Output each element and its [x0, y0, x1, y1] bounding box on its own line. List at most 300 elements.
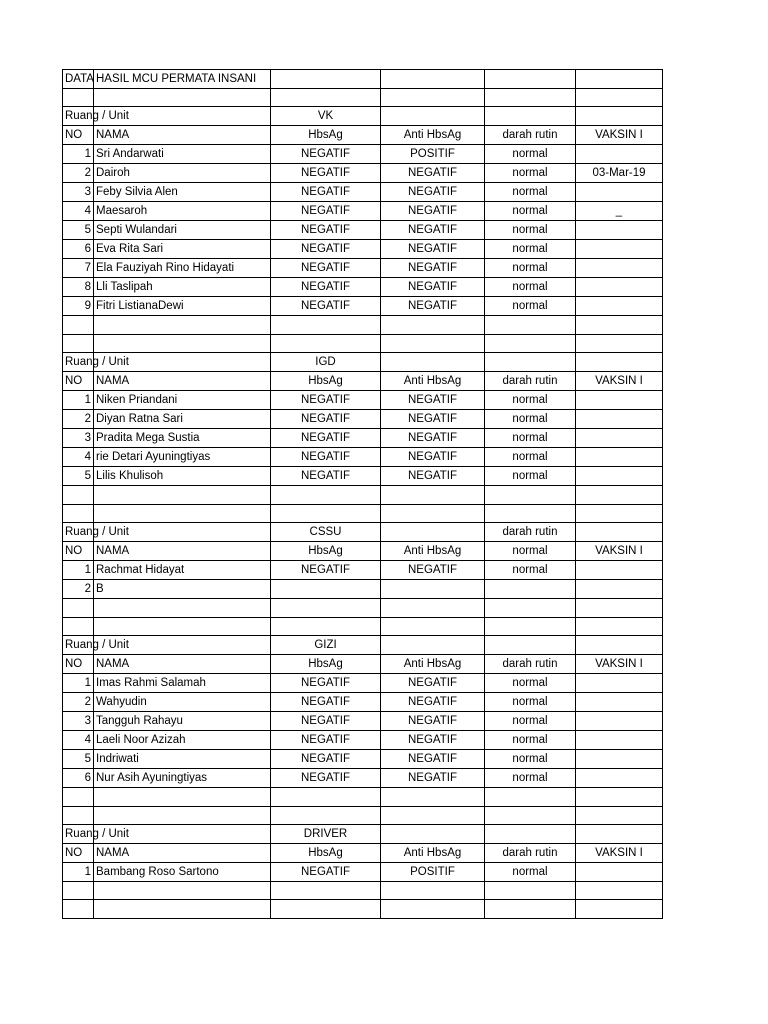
cell-anti-hbsag[interactable]: NEGATIF [381, 750, 485, 769]
table-row [63, 429, 663, 448]
cell-darah-rutin[interactable] [485, 881, 576, 899]
cell-darah-rutin[interactable] [485, 316, 576, 334]
cell-anti-hbsag[interactable] [381, 523, 485, 542]
cell-anti-hbsag[interactable]: NEGATIF [381, 674, 485, 693]
cell-hbsag[interactable]: NEGATIF [271, 183, 381, 202]
cell-hbsag[interactable] [271, 881, 381, 899]
cell-anti-hbsag[interactable]: NEGATIF [381, 448, 485, 467]
cell-no[interactable] [63, 599, 94, 617]
table-row [63, 693, 663, 712]
cell-vaksin[interactable] [576, 824, 663, 843]
cell-hbsag[interactable]: NEGATIF [271, 561, 381, 580]
cell-nama[interactable] [94, 486, 271, 504]
cell-no[interactable]: NO [63, 542, 94, 561]
cell-hbsag[interactable]: NEGATIF [271, 164, 381, 183]
cell-hbsag[interactable]: NEGATIF [271, 467, 381, 486]
cell-no[interactable]: 1 [63, 862, 94, 881]
cell-no[interactable]: 5 [63, 750, 94, 769]
cell-no[interactable] [63, 504, 94, 522]
cell-vaksin[interactable] [576, 334, 663, 352]
cell-nama[interactable]: NAMA [94, 372, 271, 391]
cell-anti-hbsag[interactable]: NEGATIF [381, 712, 485, 731]
cell-vaksin[interactable] [576, 391, 663, 410]
cell-vaksin[interactable] [576, 693, 663, 712]
cell-no[interactable]: NO [63, 843, 94, 862]
cell-hbsag[interactable]: NEGATIF [271, 278, 381, 297]
cell-darah-rutin[interactable]: normal [485, 693, 576, 712]
table-row [63, 145, 663, 164]
cell-hbsag[interactable]: HbsAg [271, 655, 381, 674]
cell-hbsag[interactable]: NEGATIF [271, 693, 381, 712]
cell-no[interactable]: 7 [63, 259, 94, 278]
cell-anti-hbsag[interactable] [381, 334, 485, 352]
cell-anti-hbsag[interactable] [381, 881, 485, 899]
cell-anti-hbsag[interactable]: NEGATIF [381, 259, 485, 278]
cell-no[interactable]: 1 [63, 391, 94, 410]
cell-darah-rutin[interactable] [485, 334, 576, 352]
cell-no[interactable]: 6 [63, 769, 94, 788]
cell-no[interactable]: 2 [63, 164, 94, 183]
cell-no[interactable]: NO [63, 372, 94, 391]
cell-darah-rutin[interactable]: darah rutin [485, 126, 576, 145]
cell-nama[interactable] [94, 504, 271, 522]
cell-nama[interactable]: B [94, 580, 271, 599]
cell-darah-rutin[interactable]: darah rutin [485, 523, 576, 542]
cell-darah-rutin[interactable]: normal [485, 259, 576, 278]
cell-darah-rutin[interactable]: normal [485, 448, 576, 467]
cell-darah-rutin[interactable] [485, 636, 576, 655]
cell-vaksin[interactable] [576, 486, 663, 504]
cell-darah-rutin[interactable]: normal [485, 712, 576, 731]
cell-vaksin[interactable] [576, 731, 663, 750]
table-row [63, 353, 663, 372]
cell-nama[interactable]: Nur Asih Ayuningtiyas [94, 769, 271, 788]
cell-no[interactable]: 8 [63, 278, 94, 297]
cell-nama[interactable] [94, 334, 271, 352]
cell-no[interactable]: 1 [63, 561, 94, 580]
cell-nama[interactable] [94, 316, 271, 334]
cell-anti-hbsag[interactable]: POSITIF [381, 862, 485, 881]
cell-vaksin[interactable] [576, 523, 663, 542]
cell-nama[interactable]: Lilis Khulisoh [94, 467, 271, 486]
table-row [63, 655, 663, 674]
cell-nama[interactable]: NAMA [94, 843, 271, 862]
cell-nama[interactable] [94, 881, 271, 899]
cell-nama[interactable]: Imas Rahmi Salamah [94, 674, 271, 693]
cell-hbsag[interactable] [271, 806, 381, 824]
cell-hbsag[interactable]: NEGATIF [271, 202, 381, 221]
cell-vaksin[interactable] [576, 448, 663, 467]
cell-anti-hbsag[interactable]: NEGATIF [381, 467, 485, 486]
cell-darah-rutin[interactable]: normal [485, 410, 576, 429]
cell-hbsag[interactable] [271, 70, 381, 89]
cell-no[interactable]: 2 [63, 410, 94, 429]
cell-hbsag[interactable]: HbsAg [271, 843, 381, 862]
cell-darah-rutin[interactable]: normal [485, 674, 576, 693]
table-row [63, 900, 663, 918]
cell-no[interactable]: 2 [63, 580, 94, 599]
cell-nama[interactable]: Niken Priandani [94, 391, 271, 410]
cell-hbsag[interactable]: NEGATIF [271, 429, 381, 448]
cell-no[interactable]: 4 [63, 448, 94, 467]
cell-anti-hbsag[interactable] [381, 107, 485, 126]
cell-vaksin[interactable] [576, 183, 663, 202]
cell-no[interactable] [63, 881, 94, 899]
cell-nama[interactable]: Dairoh [94, 164, 271, 183]
cell-nama[interactable] [94, 900, 271, 918]
cell-nama[interactable] [94, 788, 271, 806]
cell-anti-hbsag[interactable]: POSITIF [381, 145, 485, 164]
cell-nama[interactable]: HASIL MCU PERMATA INSANI [94, 70, 271, 89]
cell-vaksin[interactable] [576, 221, 663, 240]
cell-vaksin[interactable]: VAKSIN I [576, 843, 663, 862]
cell-no[interactable]: 1 [63, 674, 94, 693]
cell-hbsag[interactable] [271, 89, 381, 107]
cell-no[interactable]: 2 [63, 693, 94, 712]
cell-vaksin[interactable] [576, 881, 663, 899]
cell-darah-rutin[interactable]: normal [485, 164, 576, 183]
cell-no[interactable]: NO [63, 126, 94, 145]
cell-hbsag[interactable]: NEGATIF [271, 674, 381, 693]
cell-nama[interactable]: Rachmat Hidayat [94, 561, 271, 580]
table-row [63, 278, 663, 297]
cell-hbsag[interactable] [271, 334, 381, 352]
cell-vaksin[interactable]: VAKSIN I [576, 655, 663, 674]
table-body [63, 70, 663, 919]
cell-nama[interactable]: rie Detari Ayuningtiyas [94, 448, 271, 467]
cell-darah-rutin[interactable]: normal [485, 862, 576, 881]
cell-hbsag[interactable] [271, 316, 381, 334]
cell-nama[interactable]: Laeli Noor Azizah [94, 731, 271, 750]
cell-nama[interactable]: Lli Taslipah [94, 278, 271, 297]
cell-anti-hbsag[interactable]: Anti HbsAg [381, 542, 485, 561]
cell-vaksin[interactable] [576, 580, 663, 599]
cell-hbsag[interactable]: CSSU [271, 523, 381, 542]
cell-vaksin[interactable] [576, 89, 663, 107]
cell-no[interactable]: 3 [63, 183, 94, 202]
cell-no[interactable] [63, 788, 94, 806]
cell-darah-rutin[interactable]: normal [485, 731, 576, 750]
cell-no[interactable]: Ruang / Unit [63, 107, 94, 126]
table-row [63, 542, 663, 561]
cell-no[interactable]: 5 [63, 467, 94, 486]
cell-hbsag[interactable] [271, 617, 381, 635]
cell-hbsag[interactable]: HbsAg [271, 372, 381, 391]
table-row [63, 712, 663, 731]
cell-anti-hbsag[interactable] [381, 806, 485, 824]
cell-nama[interactable] [94, 89, 271, 107]
table-row [63, 448, 663, 467]
cell-nama[interactable]: NAMA [94, 126, 271, 145]
cell-anti-hbsag[interactable]: NEGATIF [381, 561, 485, 580]
cell-anti-hbsag[interactable]: Anti HbsAg [381, 843, 485, 862]
cell-darah-rutin[interactable] [485, 806, 576, 824]
cell-nama[interactable]: Maesaroh [94, 202, 271, 221]
cell-anti-hbsag[interactable]: NEGATIF [381, 278, 485, 297]
cell-anti-hbsag[interactable] [381, 504, 485, 522]
cell-nama[interactable]: Diyan Ratna Sari [94, 410, 271, 429]
table-row [63, 107, 663, 126]
cell-nama[interactable]: Sri Andarwati [94, 145, 271, 164]
cell-anti-hbsag[interactable]: Anti HbsAg [381, 655, 485, 674]
cell-darah-rutin[interactable]: normal [485, 561, 576, 580]
cell-no[interactable]: 4 [63, 202, 94, 221]
table-row [63, 316, 663, 334]
cell-nama[interactable]: Wahyudin [94, 693, 271, 712]
cell-no[interactable]: Ruang / Unit [63, 353, 94, 372]
cell-vaksin[interactable] [576, 617, 663, 635]
cell-nama[interactable] [94, 806, 271, 824]
table-row [63, 183, 663, 202]
table-row [63, 467, 663, 486]
cell-hbsag[interactable] [271, 788, 381, 806]
cell-anti-hbsag[interactable] [381, 70, 485, 89]
cell-anti-hbsag[interactable] [381, 316, 485, 334]
cell-hbsag[interactable]: NEGATIF [271, 391, 381, 410]
cell-hbsag[interactable] [271, 580, 381, 599]
cell-vaksin[interactable] [576, 429, 663, 448]
table-row [63, 504, 663, 522]
cell-no[interactable]: 6 [63, 240, 94, 259]
cell-vaksin[interactable]: 03-Mar-19 [576, 164, 663, 183]
cell-hbsag[interactable] [271, 504, 381, 522]
cell-vaksin[interactable] [576, 599, 663, 617]
cell-no[interactable]: Ruang / Unit [63, 824, 94, 843]
cell-vaksin[interactable] [576, 278, 663, 297]
cell-darah-rutin[interactable]: normal [485, 750, 576, 769]
cell-anti-hbsag[interactable]: Anti HbsAg [381, 126, 485, 145]
cell-anti-hbsag[interactable]: NEGATIF [381, 391, 485, 410]
spreadsheet [62, 69, 663, 919]
cell-darah-rutin[interactable]: normal [485, 467, 576, 486]
table-row [63, 523, 663, 542]
cell-nama[interactable]: Indriwati [94, 750, 271, 769]
cell-vaksin[interactable] [576, 297, 663, 316]
cell-vaksin[interactable]: VAKSIN I [576, 542, 663, 561]
cell-hbsag[interactable]: NEGATIF [271, 769, 381, 788]
cell-anti-hbsag[interactable]: NEGATIF [381, 410, 485, 429]
table-row [63, 391, 663, 410]
cell-vaksin[interactable] [576, 504, 663, 522]
cell-darah-rutin[interactable]: normal [485, 769, 576, 788]
cell-nama[interactable] [94, 599, 271, 617]
cell-anti-hbsag[interactable]: NEGATIF [381, 297, 485, 316]
cell-no[interactable] [63, 334, 94, 352]
cell-anti-hbsag[interactable] [381, 486, 485, 504]
cell-hbsag[interactable]: NEGATIF [271, 731, 381, 750]
cell-anti-hbsag[interactable]: NEGATIF [381, 731, 485, 750]
cell-no[interactable] [63, 486, 94, 504]
cell-no[interactable] [63, 617, 94, 635]
cell-vaksin[interactable] [576, 240, 663, 259]
cell-anti-hbsag[interactable]: NEGATIF [381, 429, 485, 448]
cell-anti-hbsag[interactable]: NEGATIF [381, 202, 485, 221]
cell-darah-rutin[interactable] [485, 617, 576, 635]
cell-vaksin[interactable] [576, 636, 663, 655]
table-row [63, 862, 663, 881]
cell-nama[interactable]: Pradita Mega Sustia [94, 429, 271, 448]
cell-anti-hbsag[interactable] [381, 580, 485, 599]
cell-nama[interactable]: NAMA [94, 655, 271, 674]
cell-vaksin[interactable]: VAKSIN I [576, 126, 663, 145]
cell-vaksin[interactable] [576, 145, 663, 164]
cell-nama[interactable]: Septi Wulandari [94, 221, 271, 240]
table-row [63, 164, 663, 183]
cell-nama[interactable]: NAMA [94, 542, 271, 561]
cell-hbsag[interactable]: GIZI [271, 636, 381, 655]
table-row [63, 486, 663, 504]
cell-darah-rutin[interactable]: normal [485, 145, 576, 164]
cell-vaksin[interactable] [576, 674, 663, 693]
cell-anti-hbsag[interactable]: NEGATIF [381, 164, 485, 183]
cell-hbsag[interactable]: NEGATIF [271, 240, 381, 259]
cell-vaksin[interactable] [576, 712, 663, 731]
cell-vaksin[interactable] [576, 467, 663, 486]
cell-darah-rutin[interactable] [485, 580, 576, 599]
cell-darah-rutin[interactable]: normal [485, 240, 576, 259]
table-row [63, 750, 663, 769]
cell-vaksin[interactable] [576, 750, 663, 769]
cell-vaksin[interactable]: VAKSIN I [576, 372, 663, 391]
cell-anti-hbsag[interactable]: NEGATIF [381, 693, 485, 712]
cell-vaksin[interactable] [576, 900, 663, 918]
cell-nama[interactable]: Ela Fauziyah Rino Hidayati [94, 259, 271, 278]
cell-darah-rutin[interactable] [485, 788, 576, 806]
cell-anti-hbsag[interactable] [381, 353, 485, 372]
cell-no[interactable]: 3 [63, 712, 94, 731]
cell-hbsag[interactable]: NEGATIF [271, 448, 381, 467]
cell-anti-hbsag[interactable]: NEGATIF [381, 240, 485, 259]
cell-hbsag[interactable]: NEGATIF [271, 410, 381, 429]
table-row [63, 843, 663, 862]
cell-anti-hbsag[interactable] [381, 788, 485, 806]
cell-darah-rutin[interactable] [485, 900, 576, 918]
cell-darah-rutin[interactable] [485, 353, 576, 372]
cell-no[interactable] [63, 806, 94, 824]
table-row [63, 70, 663, 89]
cell-no[interactable]: DATA [63, 70, 94, 89]
cell-vaksin[interactable] [576, 70, 663, 89]
cell-no[interactable]: Ruang / Unit [63, 523, 94, 542]
table-row [63, 881, 663, 899]
cell-anti-hbsag[interactable] [381, 599, 485, 617]
cell-hbsag[interactable]: HbsAg [271, 126, 381, 145]
cell-hbsag[interactable]: NEGATIF [271, 259, 381, 278]
cell-hbsag[interactable]: IGD [271, 353, 381, 372]
cell-hbsag[interactable] [271, 900, 381, 918]
cell-darah-rutin[interactable] [485, 486, 576, 504]
cell-no[interactable] [63, 316, 94, 334]
cell-darah-rutin[interactable]: normal [485, 297, 576, 316]
table-row [63, 580, 663, 599]
cell-vaksin[interactable] [576, 353, 663, 372]
cell-darah-rutin[interactable]: normal [485, 202, 576, 221]
cell-darah-rutin[interactable]: normal [485, 391, 576, 410]
cell-hbsag[interactable]: NEGATIF [271, 712, 381, 731]
cell-nama[interactable]: Feby Silvia Alen [94, 183, 271, 202]
cell-vaksin[interactable] [576, 862, 663, 881]
cell-no[interactable]: 9 [63, 297, 94, 316]
cell-nama[interactable] [94, 617, 271, 635]
cell-no[interactable]: 4 [63, 731, 94, 750]
cell-anti-hbsag[interactable] [381, 824, 485, 843]
cell-no[interactable]: NO [63, 655, 94, 674]
cell-darah-rutin[interactable] [485, 89, 576, 107]
table-row [63, 769, 663, 788]
table-row [63, 126, 663, 145]
cell-vaksin[interactable] [576, 107, 663, 126]
cell-anti-hbsag[interactable] [381, 900, 485, 918]
cell-nama[interactable]: Tangguh Rahayu [94, 712, 271, 731]
cell-no[interactable] [63, 89, 94, 107]
cell-anti-hbsag[interactable]: NEGATIF [381, 221, 485, 240]
table-row [63, 636, 663, 655]
cell-hbsag[interactable]: NEGATIF [271, 221, 381, 240]
cell-vaksin[interactable] [576, 316, 663, 334]
cell-anti-hbsag[interactable] [381, 636, 485, 655]
cell-nama[interactable]: Fitri ListianaDewi [94, 297, 271, 316]
cell-nama[interactable]: Bambang Roso Sartono [94, 862, 271, 881]
cell-no[interactable]: Ruang / Unit [63, 636, 94, 655]
cell-darah-rutin[interactable] [485, 504, 576, 522]
table-row [63, 259, 663, 278]
cell-vaksin[interactable] [576, 410, 663, 429]
cell-no[interactable] [63, 900, 94, 918]
cell-darah-rutin[interactable] [485, 599, 576, 617]
cell-hbsag[interactable] [271, 599, 381, 617]
cell-darah-rutin[interactable] [485, 107, 576, 126]
table-row [63, 334, 663, 352]
cell-hbsag[interactable]: HbsAg [271, 542, 381, 561]
cell-darah-rutin[interactable]: normal [485, 221, 576, 240]
cell-darah-rutin[interactable] [485, 70, 576, 89]
cell-darah-rutin[interactable]: darah rutin [485, 843, 576, 862]
cell-vaksin[interactable] [576, 561, 663, 580]
cell-darah-rutin[interactable]: normal [485, 429, 576, 448]
cell-anti-hbsag[interactable] [381, 89, 485, 107]
cell-hbsag[interactable]: VK [271, 107, 381, 126]
cell-no[interactable]: 5 [63, 221, 94, 240]
cell-no[interactable]: 1 [63, 145, 94, 164]
cell-vaksin[interactable] [576, 769, 663, 788]
table-row [63, 202, 663, 221]
cell-anti-hbsag[interactable]: NEGATIF [381, 183, 485, 202]
cell-hbsag[interactable]: DRIVER [271, 824, 381, 843]
cell-anti-hbsag[interactable]: Anti HbsAg [381, 372, 485, 391]
cell-hbsag[interactable]: NEGATIF [271, 145, 381, 164]
cell-hbsag[interactable] [271, 486, 381, 504]
cell-vaksin[interactable] [576, 806, 663, 824]
cell-vaksin[interactable] [576, 259, 663, 278]
table-row [63, 221, 663, 240]
cell-no[interactable]: 3 [63, 429, 94, 448]
cell-darah-rutin[interactable]: normal [485, 278, 576, 297]
cell-darah-rutin[interactable]: darah rutin [485, 655, 576, 674]
cell-darah-rutin[interactable]: darah rutin [485, 372, 576, 391]
mcu-data-table [62, 69, 663, 919]
cell-darah-rutin[interactable]: normal [485, 542, 576, 561]
cell-vaksin[interactable]: _ [576, 202, 663, 221]
cell-darah-rutin[interactable] [485, 824, 576, 843]
cell-darah-rutin[interactable]: normal [485, 183, 576, 202]
cell-nama[interactable]: Eva Rita Sari [94, 240, 271, 259]
cell-hbsag[interactable]: NEGATIF [271, 862, 381, 881]
cell-hbsag[interactable]: NEGATIF [271, 297, 381, 316]
cell-anti-hbsag[interactable]: NEGATIF [381, 769, 485, 788]
cell-anti-hbsag[interactable] [381, 617, 485, 635]
cell-hbsag[interactable]: NEGATIF [271, 750, 381, 769]
cell-vaksin[interactable] [576, 788, 663, 806]
